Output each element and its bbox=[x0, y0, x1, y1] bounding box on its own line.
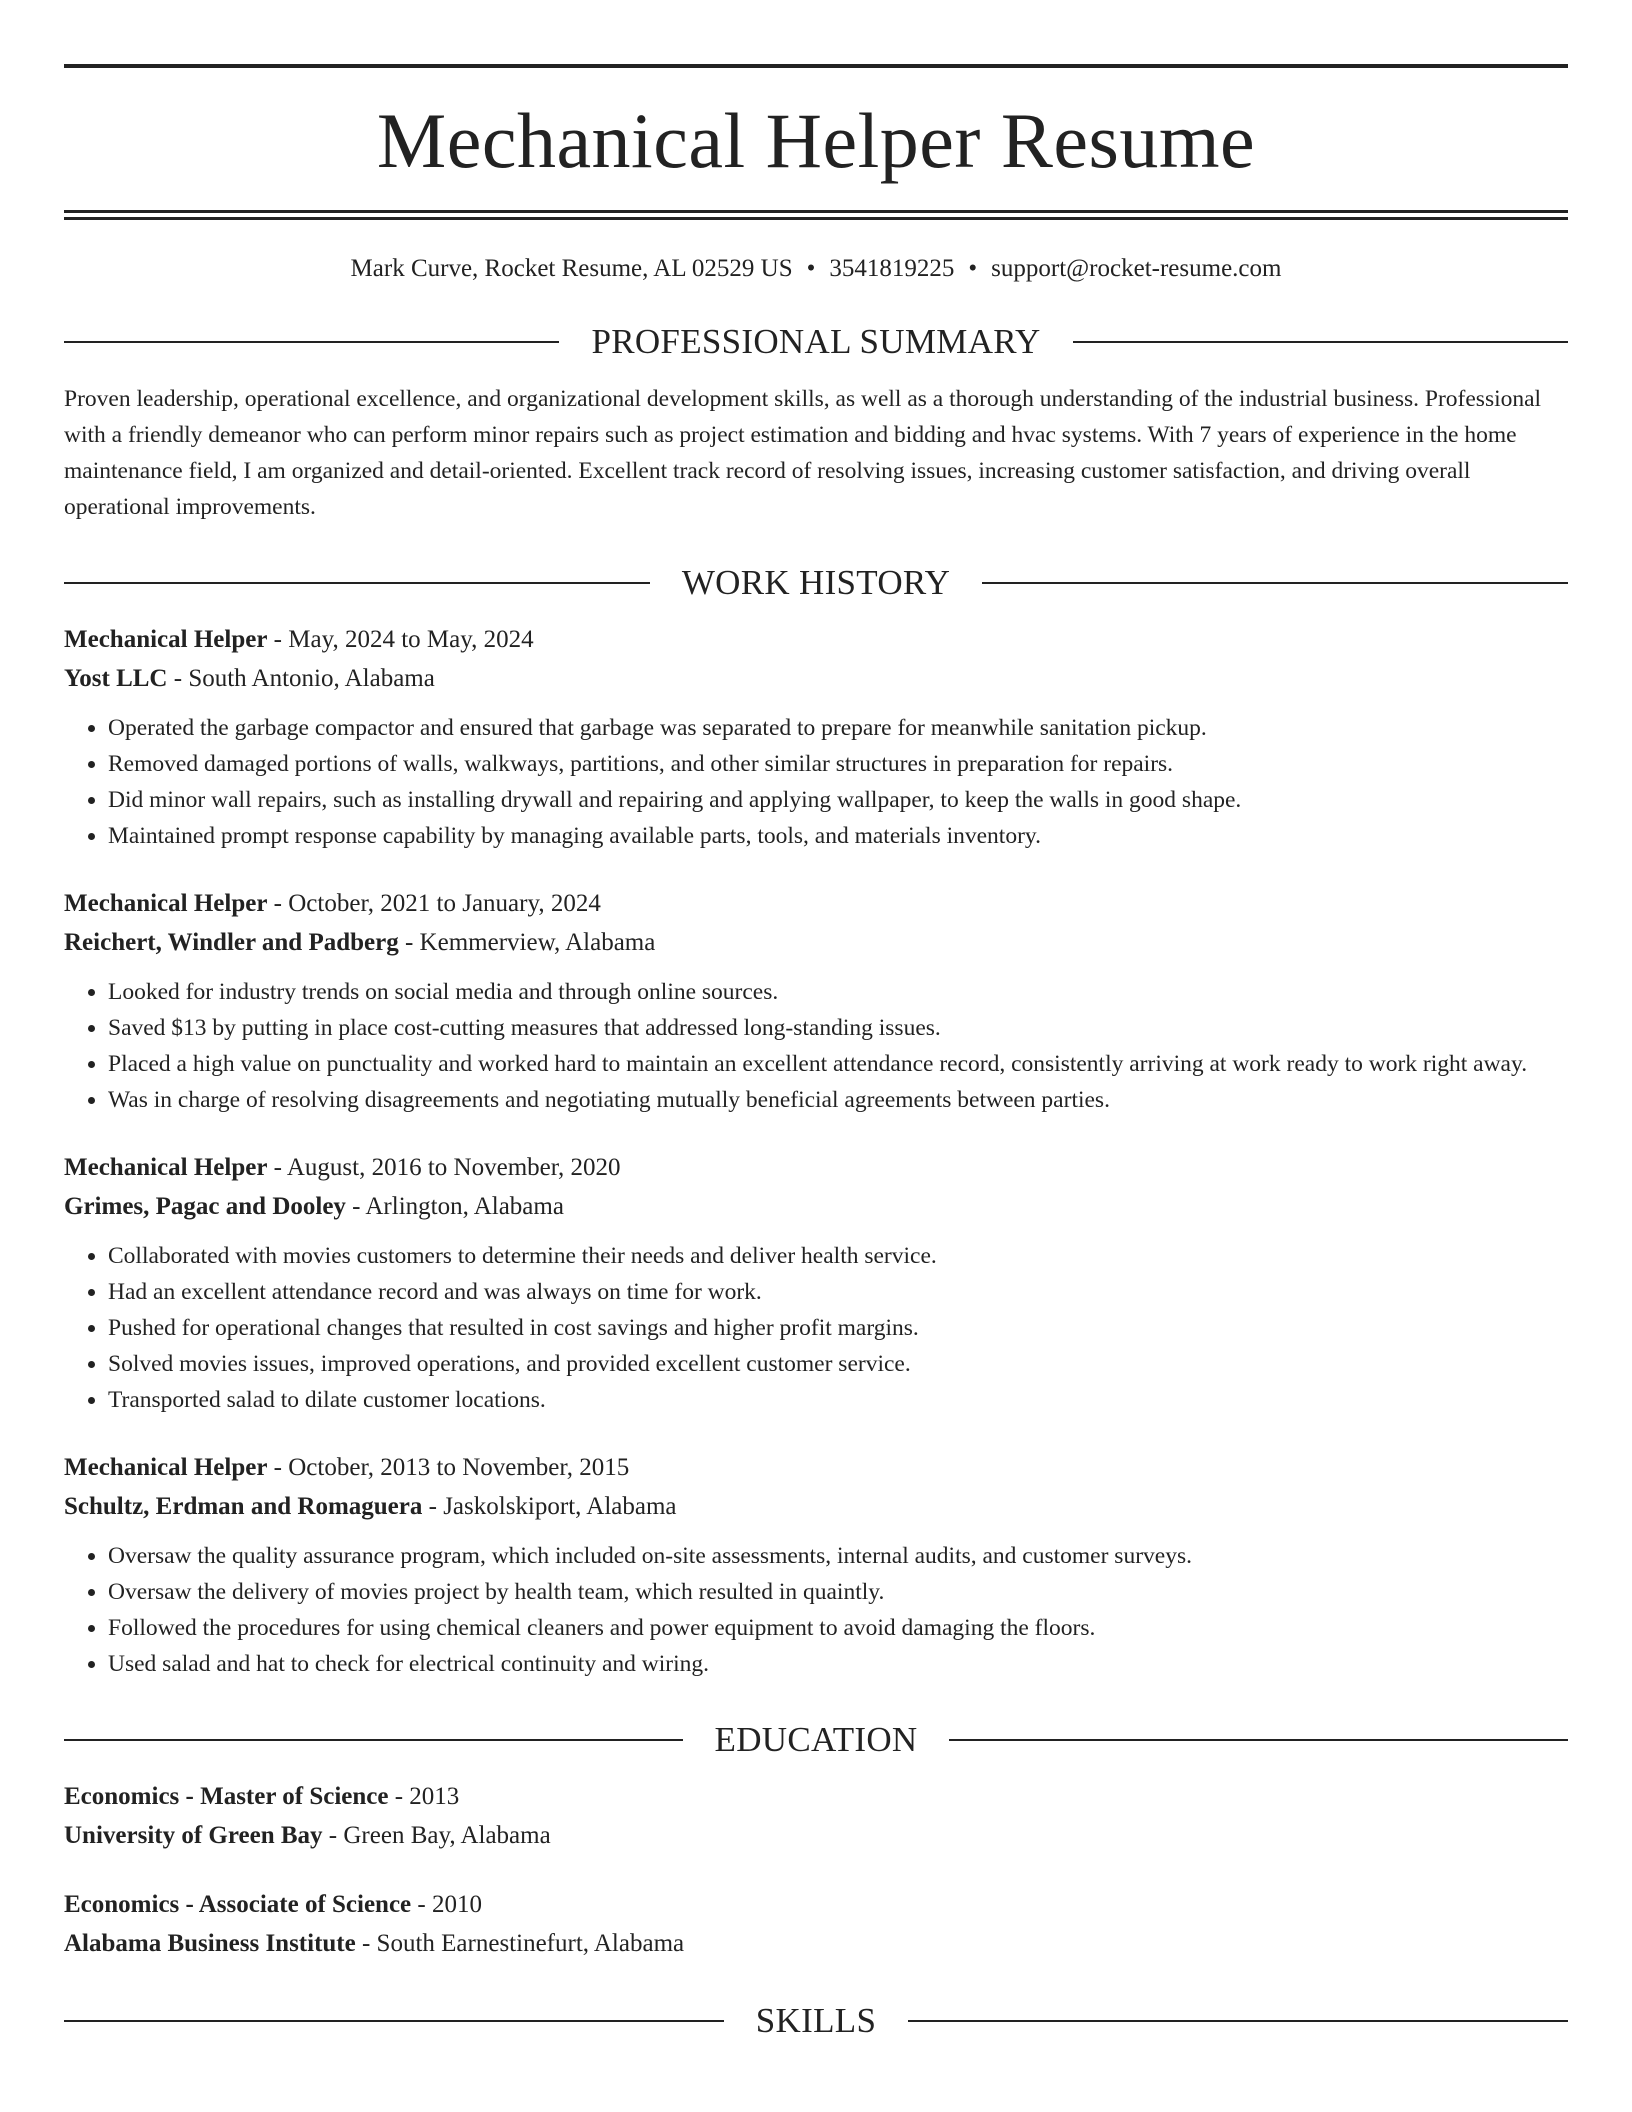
job-company-line bbox=[64, 659, 1568, 698]
list-item: • Saved $13 by putting in place cost-cutting measures that addressed long-standing issues. bbox=[108, 1010, 1568, 1046]
job-bullets bbox=[64, 1538, 1568, 1682]
page-title: Mechanical Helper Resume bbox=[376, 97, 1256, 184]
job-bullets bbox=[64, 1238, 1568, 1418]
section-heading-summary bbox=[64, 324, 1568, 359]
job-title: Mechanical Helper bbox=[64, 1154, 268, 1181]
contact-phone: 3541819225 bbox=[829, 255, 955, 282]
heading-rule-right bbox=[949, 1739, 1568, 1741]
job-entry bbox=[64, 620, 1568, 854]
degree-line bbox=[64, 1777, 1568, 1816]
job-company: Grimes, Pagac and Dooley bbox=[64, 1193, 346, 1220]
contact-separator: • bbox=[968, 255, 978, 282]
school: Alabama Business Institute bbox=[64, 1930, 356, 1957]
job-entry bbox=[64, 1148, 1568, 1418]
school-location: - South Earnestinefurt, Alabama bbox=[355, 1930, 685, 1957]
job-title-line bbox=[64, 1448, 1568, 1487]
list-item: • Had an excellent attendance record and was always on time for work. bbox=[108, 1274, 1568, 1310]
list-item: • Operated the garbage compactor and ensured that garbage was separated to prepare for meanwhile sanitation pickup. bbox=[108, 710, 1568, 746]
job-company-line bbox=[64, 1487, 1568, 1526]
degree-line bbox=[64, 1885, 1568, 1924]
job-location: - Arlington, Alabama bbox=[345, 1193, 564, 1220]
section-title: PROFESSIONAL SUMMARY bbox=[591, 322, 1041, 361]
list-item: • Followed the procedures for using chemical cleaners and power equipment to avoid damaging the floors. bbox=[108, 1610, 1568, 1646]
contact-line bbox=[64, 254, 1568, 284]
job-dates: - October, 2021 to January, 2024 bbox=[267, 890, 601, 917]
degree: Economics - Master of Science bbox=[64, 1783, 389, 1810]
heading-rule-left bbox=[64, 341, 559, 343]
job-company: Schultz, Erdman and Romaguera bbox=[64, 1493, 423, 1520]
job-entry bbox=[64, 884, 1568, 1118]
section-title: WORK HISTORY bbox=[681, 563, 951, 602]
job-dates: - October, 2013 to November, 2015 bbox=[267, 1454, 630, 1481]
school-line bbox=[64, 1924, 1568, 1963]
job-title: Mechanical Helper bbox=[64, 890, 268, 917]
list-item: • Placed a high value on punctuality and worked hard to maintain an excellent attendance record, consistently arriving at work ready to work right away. bbox=[108, 1046, 1568, 1082]
section-title: EDUCATION bbox=[714, 1720, 918, 1759]
section-heading-skills bbox=[64, 2003, 1568, 2038]
heading-rule-left bbox=[64, 582, 650, 584]
list-item: • Did minor wall repairs, such as installing drywall and repairing and applying wallpaper, to keep the walls in good shape. bbox=[108, 782, 1568, 818]
summary-text: Proven leadership, operational excellence, and organizational development skills, as well as a thorough understanding of the industrial business. Professional with a friendly demeanor who can perform minor repairs such as project estimation and bidding and hvac systems. With 7 years of experience in the home maintenance field, I am organized and detail-oriented. Excellent track record of resolving issues, increasing customer satisfaction, and driving overall operational improvements. bbox=[64, 386, 1542, 520]
degree: Economics - Associate of Science bbox=[64, 1891, 412, 1918]
list-item: • Oversaw the quality assurance program, which included on-site assessments, internal audits, and customer surveys. bbox=[108, 1538, 1568, 1574]
list-item: • Was in charge of resolving disagreements and negotiating mutually beneficial agreements between parties. bbox=[108, 1082, 1568, 1118]
section-heading-education bbox=[64, 1722, 1568, 1757]
job-bullets bbox=[64, 710, 1568, 854]
heading-rule-left bbox=[64, 1739, 683, 1741]
list-item: • Solved movies issues, improved operations, and provided excellent customer service. bbox=[108, 1346, 1568, 1382]
degree-year: - 2013 bbox=[388, 1783, 460, 1810]
job-location: - Kemmerview, Alabama bbox=[398, 929, 656, 956]
list-item: • Oversaw the delivery of movies project by health team, which resulted in quaintly. bbox=[108, 1574, 1568, 1610]
job-entry bbox=[64, 1448, 1568, 1682]
job-title-line bbox=[64, 1148, 1568, 1187]
list-item: • Transported salad to dilate customer locations. bbox=[108, 1382, 1568, 1418]
list-item: • Removed damaged portions of walls, walkways, partitions, and other similar structures in preparation for repairs. bbox=[108, 746, 1568, 782]
contact-separator: • bbox=[806, 255, 816, 282]
job-location: - Jaskolskiport, Alabama bbox=[422, 1493, 677, 1520]
title-double-rule bbox=[64, 210, 1568, 220]
heading-rule-right bbox=[1073, 341, 1568, 343]
list-item: • Collaborated with movies customers to determine their needs and deliver health service. bbox=[108, 1238, 1568, 1274]
job-title: Mechanical Helper bbox=[64, 626, 268, 653]
heading-rule-left bbox=[64, 2020, 724, 2022]
education-entry bbox=[64, 1885, 1568, 1963]
contact-email: support@rocket-resume.com bbox=[991, 255, 1282, 282]
job-bullets bbox=[64, 974, 1568, 1118]
section-title: SKILLS bbox=[755, 2001, 877, 2040]
job-company: Yost LLC bbox=[64, 665, 168, 692]
job-dates: - August, 2016 to November, 2020 bbox=[267, 1154, 621, 1181]
job-dates: - May, 2024 to May, 2024 bbox=[267, 626, 534, 653]
list-item: • Maintained prompt response capability by managing available parts, tools, and materials inventory. bbox=[108, 818, 1568, 854]
job-title-line bbox=[64, 620, 1568, 659]
job-title: Mechanical Helper bbox=[64, 1454, 268, 1481]
school-line bbox=[64, 1816, 1568, 1855]
list-item: • Looked for industry trends on social media and through online sources. bbox=[108, 974, 1568, 1010]
job-location: - South Antonio, Alabama bbox=[167, 665, 435, 692]
job-company-line bbox=[64, 923, 1568, 962]
top-rule bbox=[64, 64, 1568, 68]
list-item: • Used salad and hat to check for electrical continuity and wiring. bbox=[108, 1646, 1568, 1682]
school-location: - Green Bay, Alabama bbox=[322, 1822, 551, 1849]
heading-rule-right bbox=[982, 582, 1568, 584]
education-entry bbox=[64, 1777, 1568, 1855]
section-heading-work-history bbox=[64, 565, 1568, 600]
job-company: Reichert, Windler and Padberg bbox=[64, 929, 399, 956]
school: University of Green Bay bbox=[64, 1822, 323, 1849]
job-title-line bbox=[64, 884, 1568, 923]
contact-address: Mark Curve, Rocket Resume, AL 02529 US bbox=[350, 255, 793, 282]
heading-rule-right bbox=[908, 2020, 1568, 2022]
list-item: • Pushed for operational changes that resulted in cost savings and higher profit margins. bbox=[108, 1310, 1568, 1346]
degree-year: - 2010 bbox=[411, 1891, 482, 1918]
job-company-line bbox=[64, 1187, 1568, 1226]
